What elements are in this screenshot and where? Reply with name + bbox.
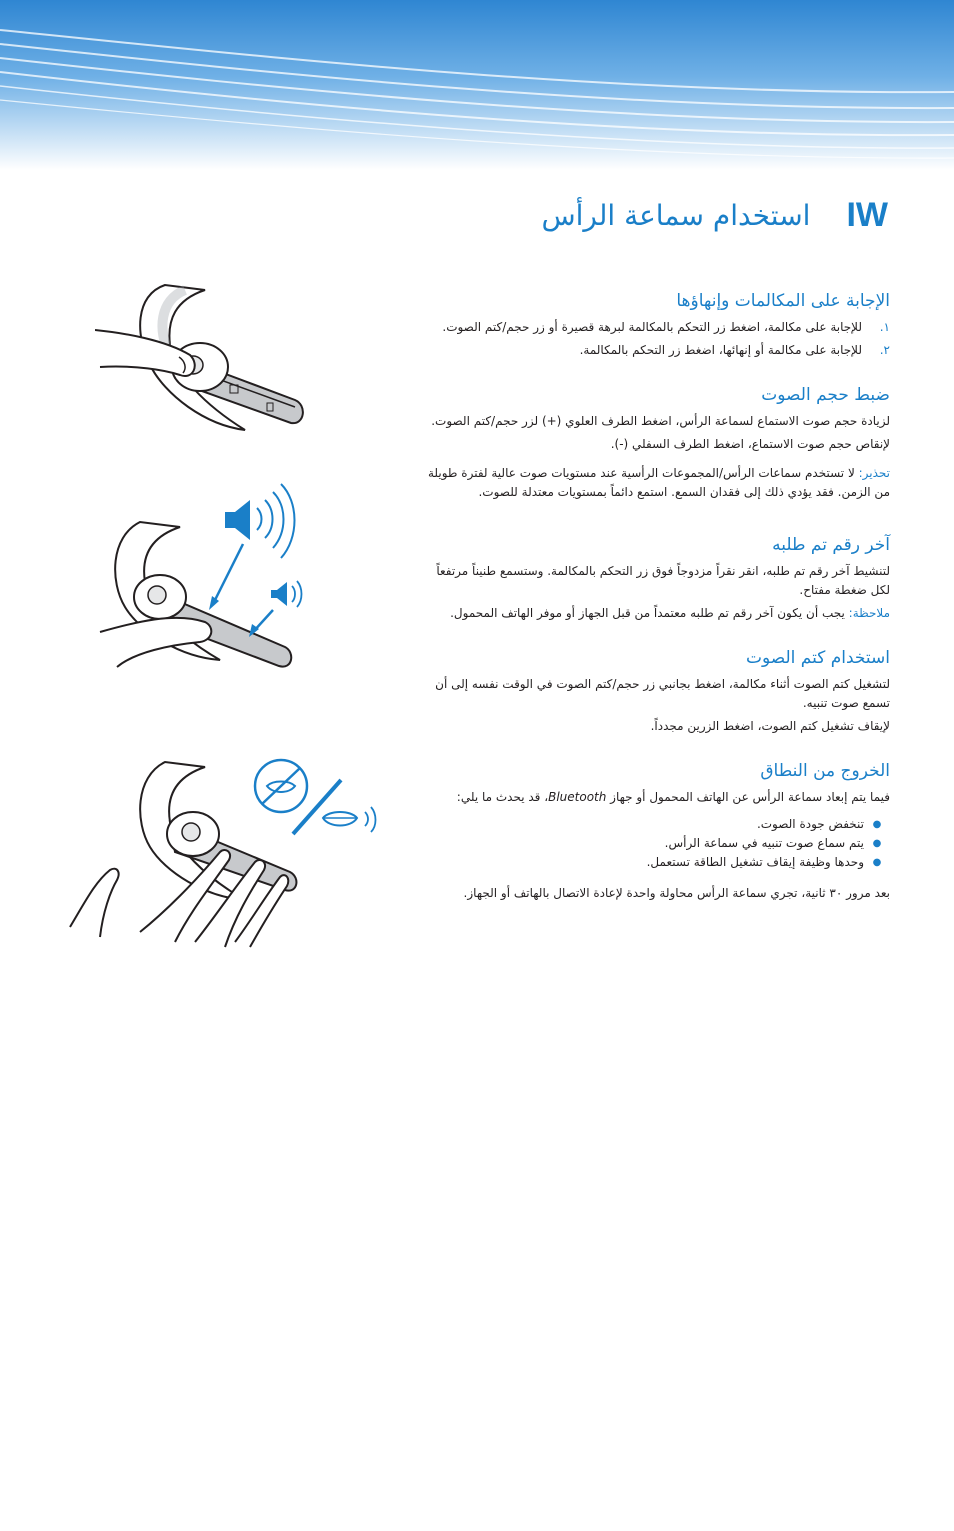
bullet-text: وحدها وظيفة إيقاف تشغيل الطاقة تستعمل. bbox=[646, 855, 864, 869]
headset-volume-illustration bbox=[95, 482, 310, 672]
warning-text: لا تستخدم سماعات الرأس/المجموعات الرأسية عند مستويات صوت عالية لفترة طويلة من الزمن. فقد يؤدي ذلك إلى فقدان السمع. استمع دائماً بمستويات معتدلة للصوت. bbox=[427, 466, 890, 499]
list-item bbox=[414, 318, 890, 337]
header-wave-banner bbox=[0, 0, 954, 170]
list-item bbox=[414, 341, 890, 360]
answer-end-calls-section bbox=[414, 288, 890, 360]
headset-press-button-illustration bbox=[95, 275, 320, 435]
paragraph: لإيقاف تشغيل كتم الصوت، اضغط الزرين مجدداً. bbox=[650, 719, 890, 733]
page-title: استخدام سماعة الرأس bbox=[541, 198, 811, 232]
paragraph: بعد مرور ٣٠ ثانية، تجري سماعة الرأس محاولة واحدة لإعادة الاتصال بالهاتف أو الجهاز. bbox=[463, 886, 890, 900]
warning-label: تحذير: bbox=[858, 466, 890, 480]
step-text: للإجابة على مكالمة، اضغط زر التحكم بالمكالمة لبرهة قصيرة أو زر حجم/كتم الصوت. bbox=[442, 320, 862, 334]
paragraph: لتنشيط آخر رقم تم طلبه، انقر نقراً مزدوجاً فوق زر التحكم بالمكالمة. وستسمع طنيناً مرتفعاً لكل ضغطة مفتاح. bbox=[436, 564, 890, 597]
paragraph: لزيادة حجم صوت الاستماع لسماعة الرأس، اضغط الطرف العلوي (+) لزر حجم/كتم الصوت. bbox=[431, 414, 890, 428]
section-heading: ضبط حجم الصوت bbox=[761, 385, 890, 405]
page-title-row bbox=[541, 190, 888, 240]
bullet-text: يتم سماع صوت تنبيه في سماعة الرأس. bbox=[664, 836, 864, 850]
section-heading: استخدام كتم الصوت bbox=[745, 648, 890, 668]
volume-section bbox=[414, 382, 890, 502]
list-item bbox=[414, 815, 890, 834]
steps-list bbox=[414, 318, 890, 360]
paragraph: لإنقاص حجم صوت الاستماع، اضغط الطرف السفلي (-). bbox=[610, 437, 890, 451]
bullet-text: تنخفض جودة الصوت. bbox=[756, 817, 864, 831]
note-label: ملاحظة: bbox=[848, 606, 890, 620]
step-text: للإجابة على مكالمة أو إنهائها، اضغط زر التحكم بالمكالمة. bbox=[579, 343, 862, 357]
step-number: ٢. bbox=[879, 343, 890, 357]
page-number: IW bbox=[846, 195, 888, 234]
instructions-content bbox=[414, 288, 890, 925]
section-heading: الخروج من النطاق bbox=[760, 761, 890, 781]
bullet-icon: ● bbox=[872, 819, 882, 830]
list-item bbox=[414, 834, 890, 853]
intro-text-b: ، قد يحدث ما يلي: bbox=[456, 790, 549, 804]
list-item bbox=[414, 853, 890, 872]
bluetooth-term: Bluetooth bbox=[548, 790, 607, 804]
out-of-range-section bbox=[414, 758, 890, 903]
warning-paragraph bbox=[414, 464, 890, 502]
intro-paragraph bbox=[414, 788, 890, 807]
intro-text-a: فيما يتم إبعاد سماعة الرأس عن الهاتف المحمول أو جهاز bbox=[606, 790, 890, 804]
note-paragraph bbox=[414, 604, 890, 623]
bullet-list bbox=[414, 815, 890, 872]
note-text: يجب أن يكون آخر رقم تم طلبه معتمداً من قبل الجهاز أو موفر الهاتف المحمول. bbox=[450, 606, 845, 620]
section-heading: آخر رقم تم طلبه bbox=[772, 535, 890, 555]
step-number: ١. bbox=[879, 320, 890, 334]
section-heading: الإجابة على المكالمات وإنهاؤها bbox=[676, 291, 890, 311]
headset-mute-illustration bbox=[65, 752, 385, 952]
mute-section bbox=[414, 645, 890, 736]
paragraph: لتشغيل كتم الصوت أثناء مكالمة، اضغط بجانبي زر حجم/كتم الصوت في الوقت نفسه إلى أن تسمع صوت تنبيه. bbox=[435, 677, 890, 710]
redial-section bbox=[414, 532, 890, 623]
bullet-icon: ● bbox=[872, 857, 882, 868]
bullet-icon: ● bbox=[872, 838, 882, 849]
